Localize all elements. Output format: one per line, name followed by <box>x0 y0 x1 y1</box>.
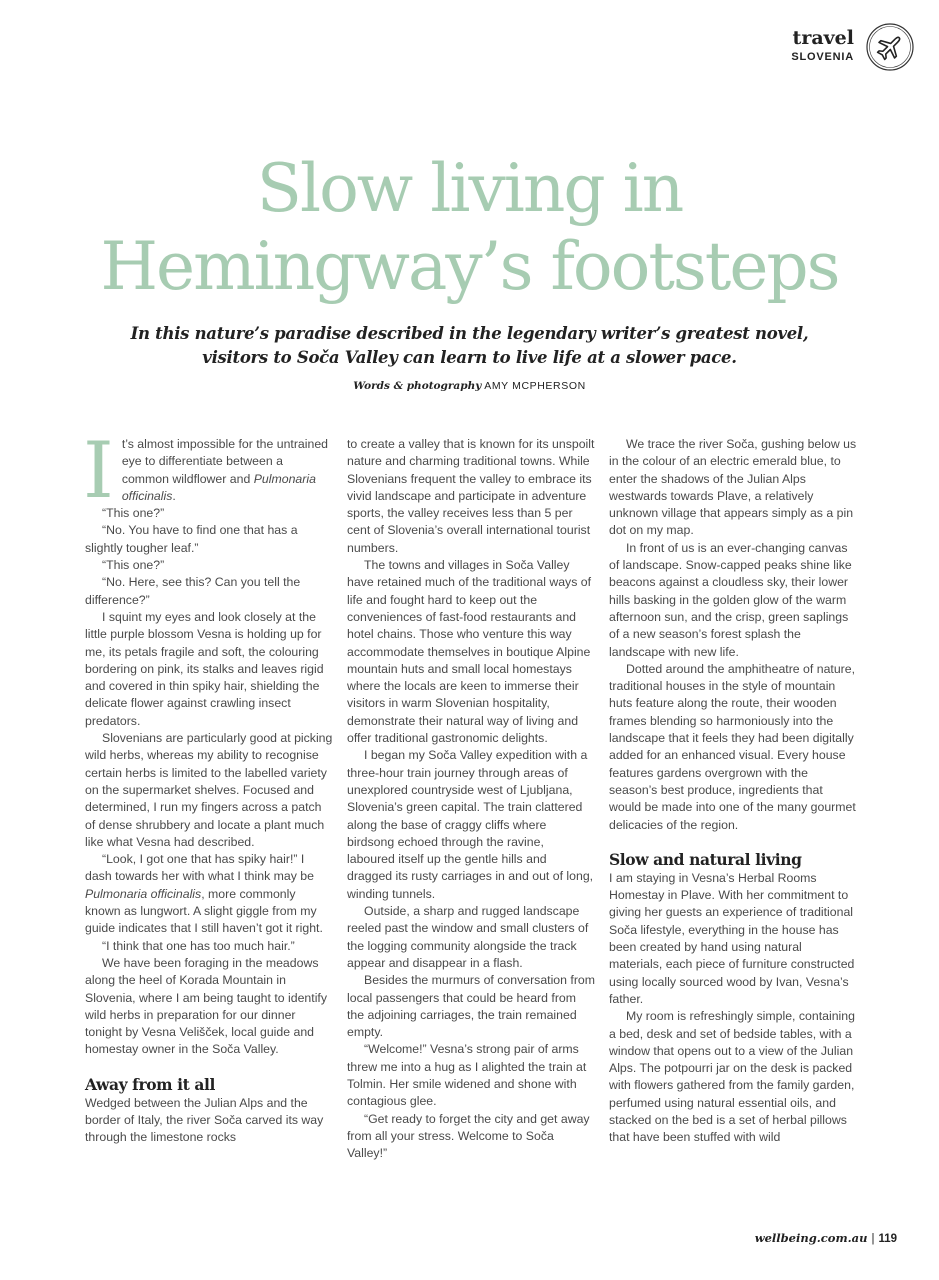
species-name: Pulmonaria officinalis <box>85 886 202 901</box>
section-subcategory: SLOVENIA <box>791 51 854 63</box>
paragraph: I began my Soča Valley expedition with a three-hour train journey through areas of unexplored countryside west of Ljubljana, Slovenia’s green capital. The train clattered along the base of craggy cliffs where birdsong echoed through the ravine, laboured itself up the gentle hills and dragged its rusty carriages in and out of long, winding tunnels. <box>347 748 594 901</box>
paragraph: Outside, a sharp and rugged landscape reeled past the window and small clusters of the logging community alongside the track appear and disappear in a flash. <box>347 904 589 970</box>
paragraph: Dotted around the amphitheatre of nature, traditional houses in the style of mountain huts feature along the route, their wooden frames blending so harmoniously into the landscape that it feels they had been digitally added for an enhanced visual. Every house features gardens overgrown with the season’s best produce, ingredients that would be made into one of the many gourmet delicacies of the region. <box>609 661 856 832</box>
paragraph: “Get ready to forget the city and get away from all your stress. Welcome to Soča Valley!” <box>347 1111 590 1161</box>
section-category: travel <box>792 27 854 49</box>
paragraph: “This one?” <box>102 558 165 573</box>
article-column-3 <box>609 436 857 1147</box>
standfirst-line-2: visitors to Soča Valley can learn to live life at a slower pace. <box>202 348 737 367</box>
paragraph: “No. You have to find one that has a slightly tougher leaf.” <box>85 523 298 555</box>
byline-label: Words & photography <box>353 380 482 392</box>
subheading-away-from-it-all: Away from it all <box>85 1074 216 1094</box>
standfirst-line-1: In this nature’s paradise described in the legendary writer’s greatest novel, <box>130 324 809 343</box>
paragraph: In front of us is an ever-changing canvas of landscape. Snow-capped peaks shine like beacons against a cloudless sky, their lower hills basking in the golden glow of the warm afternoon sun, and the crisp, green saplings of a new season’s forest splash the landscape with new life. <box>609 540 852 659</box>
drop-cap: I <box>83 426 114 516</box>
paragraph: Slovenians are particularly good at picking wild herbs, whereas my ability to recognise certain herbs is limited to the labelled variety on the supermarket shelves. Focused and determined, I run my fingers across a patch of dense shrubbery and locate a plant much like what Vesna had described. <box>85 731 333 849</box>
byline <box>0 380 939 392</box>
page-number: 119 <box>878 1233 897 1245</box>
species-name: Pulmonaria officinalis <box>121 471 316 503</box>
paragraph: “Look, I got one that has spiky hair!” I dash towards her with what I think may be Pulmonaria officinalis, more commonly known as lungwort. A slight giggle from my guide indicates that I still haven’t got it right. <box>85 852 323 936</box>
headline-line-1: Slow living in <box>256 150 683 227</box>
paragraph: I am staying in Vesna’s Herbal Rooms Homestay in Plave. With her commitment to giving her guests an experience of traditional Soča lifestyle, everything in the house has been created by hand using natural materials, each piece of furniture constructed using locally sourced wood by Ivan, Vesna’s father. <box>609 870 855 1006</box>
paragraph: My room is refreshingly simple, containing a bed, desk and set of bedside tables, with a window that opens out to a view of the Julian Alps. The potpourri jar on the desk is packed with flowers gathered from the family garden, perfumed using natural essential oils, and stacked on the bed is a set of herbal pillows that have been stuffed with wild <box>609 1009 855 1145</box>
paragraph: Besides the murmurs of conversation from local passengers that could be heard from the adjoining carriages, the train remained empty. <box>347 973 595 1040</box>
paragraph: It’s almost impossible for the untrained eye to differentiate between a common wildflower and Pulmonaria officinalis. <box>83 426 329 516</box>
subheading-slow-and-natural-living: Slow and natural living <box>609 849 802 869</box>
paragraph: “No. Here, see this? Can you tell the difference?” <box>85 575 301 607</box>
paragraph: We trace the river Soča, gushing below us in the colour of an electric emerald blue, to enter the shadows of the Julian Alps westwards towards Plave, a relatively unknown village that appears simply as a pin dot on my map. <box>609 437 857 538</box>
paragraph: The towns and villages in Soča Valley have retained much of the traditional ways of life and fought hard to keep out the conveniences of fast-food restaurants and hotel chains. Those who venture this way accommodate themselves in boutique Alpine mountain huts and small local homestays where the locals are keen to immerse their visitors in warm Slovenian hospitality, demonstrate their natural way of living and offer traditional gastronomic delights. <box>347 558 592 746</box>
paragraph: Wedged between the Julian Alps and the border of Italy, the river Soča carved its way through the limestone rocks <box>85 1095 324 1145</box>
headline-line-2: Hemingway’s footsteps <box>100 228 839 305</box>
article-column-2 <box>347 436 595 1162</box>
footer-website: wellbeing.com.au <box>754 1231 868 1245</box>
paragraph: to create a valley that is known for its unspoilt nature and charming traditional towns. While Slovenians frequent the valley to embrace its vivid landscape and participate in adventure sports, the valley receives less than 5 per cent of Slovenia’s overall international tourist numbers. <box>347 437 595 555</box>
paragraph: “I think that one has too much hair.” <box>102 938 295 953</box>
airplane-icon <box>865 22 915 72</box>
page-footer <box>755 1231 897 1245</box>
paragraph: “This one?” <box>102 506 165 521</box>
article-column-1 <box>83 426 333 1147</box>
byline-author: AMY MCPHERSON <box>484 380 586 392</box>
standfirst <box>120 322 819 370</box>
paragraph: We have been foraging in the meadows along the heel of Korada Mountain in Slovenia, where I am being taught to identify wild herbs in preparation for our dinner tonight by Vesna Velišček, local guide and homestay owner in the Soča Valley. <box>85 955 327 1057</box>
headline <box>0 150 939 306</box>
paragraph: I squint my eyes and look closely at the little purple blossom Vesna is holding up for me, its petals fragile and soft, the colouring bordering on pink, its stalks and leaves rigid and covered in thin spiky hair, shielding the delicate flower against crawling insect predators. <box>85 609 324 728</box>
footer-separator: | <box>871 1233 875 1245</box>
paragraph: “Welcome!” Vesna’s strong pair of arms threw me into a hug as I alighted the train at Tolmin. Her smile widened and shone with contagious glee. <box>347 1042 587 1109</box>
section-tag <box>791 26 854 64</box>
